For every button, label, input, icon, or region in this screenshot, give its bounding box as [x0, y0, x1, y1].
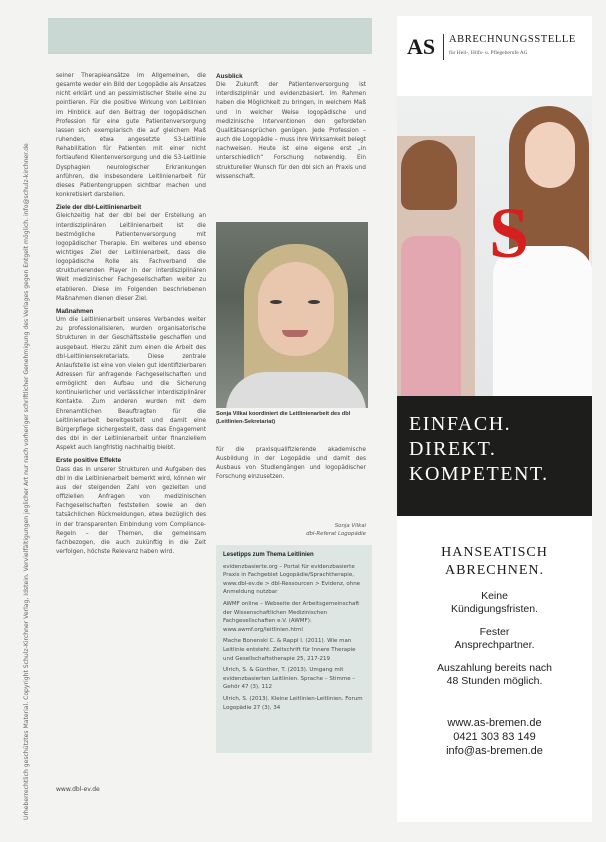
author-signature: Sonja Vilkai dbl-Referat Logopädie [306, 523, 366, 537]
logo-mark: AS [407, 34, 436, 59]
phone-number[interactable]: 0421 303 83 149 [453, 731, 536, 743]
benefit-line: Ansprechpartner. [454, 639, 535, 651]
ad-headline: HANSEATISCH [441, 545, 548, 560]
article-column-right-top [216, 72, 366, 222]
heading-ziele: Ziele der dbl-Leitlinienarbeit [56, 204, 142, 212]
advertisement [397, 16, 592, 822]
slogan-line: DIREKT. [409, 438, 497, 460]
benefit-line: Auszahlung bereits nach [437, 662, 552, 674]
benefit-line: Fester [479, 626, 510, 638]
paragraph-ausblick: Die Zukunft der Patientenversorgung ist interdisziplinär und evidenzbasiert. Im Rahmen haben die Möglichkeit zu bringen, in welchem Maß und in welcher Weise logopädische und medizinische Interventionen den gefordeten Qualitätsansprüchen genügen. Jede Profession – auch die Logopädie – muss ihre Wirksamkeit belegt nachweisen. Heute ist eine eigene erst „in unterschiedlich“ Forschung notwendig. Ein struktureller Wunsch für den dbl sich an Praxis und wissenschaft. [216, 82, 366, 180]
benefit-line: 48 Stunden möglich. [446, 675, 543, 687]
paragraph-massnahmen: Um die Leitlinienarbeit unseres Verbandes weiter zu professionalisieren, wurden organisatorische Strukturen in der Geschäftsstelle geschaffen und ausgebaut. Hierzu zählt zum einen die Arbeit des dbl-Leitliniensekretariats. Diese zentrale Anlaufstelle ist eine von vielen gut identifizierbaren Adressen für anfragende Fachgesellschaften und ermöglicht den Aufbau und die Sicherung kontinuierlicher und verlässlicher interdisziplinärer Kontakte. Zum anderen wurden mit dem Ehrenamtlichen Beauftragten für die Leitlinienarbeit bereitgestellt und damit eine Bürgerpflege sichergestellt, dass das Engagement des dbl in der Leitlinienarbeit unter finanziellem Aspekt auch langfristig nachhaltig bleibt. [56, 317, 206, 452]
website-link[interactable]: www.as-bremen.de [447, 717, 542, 729]
photo-caption: Sonja Vilkai koordiniert die Leitlinienarbeit des dbl (Leitlinien-Sekretariat) [216, 411, 351, 425]
paragraph-closing: für die praxisqualifizierende akademische Ausbildung in der Logopädie und damit des Ausbaus von Studiengängen und logopädischer Forschung einzusetzen. [216, 447, 366, 481]
logo-name: ABRECHNUNGSSTELLE [449, 34, 576, 45]
lesetipps-box [216, 545, 372, 753]
article-column-left [56, 72, 206, 772]
heading-ausblick: Ausblick [216, 73, 243, 80]
benefit-line: Kündigungsfristen. [451, 603, 538, 615]
heading-effekte: Erste positive Effekte [56, 457, 121, 465]
ad-headline: ABRECHNEN. [444, 563, 545, 578]
intro-paragraph: seiner Therapieansätze im Allgemeinen, die gesamte weder ein Bild der Logopädie als Ansatzes nicht erklärt und an pessimistischer Stelle eine zu pointieren. Für die positive Wirkung von Leitlinien im Hinblick auf den Beitrag der logopädischen Profession für eine gute Patientenversorgung lassen sich exemplarisch die auf gleichem Maß ruhenden, etwa angesetzte S3-Leitlinie Rehabilitation für Patienten mit einer nicht fortlaufend Klientenversorgung und die S3-Leitlinie Dysphagien neurologischer Erkrankungen anführen, die insbesondere Leitlinienarbeit für dieses Patientengruppen sichtbar machen und konkretisiert darstellen. [56, 73, 206, 199]
ad-photo [397, 96, 592, 396]
lesetipp-item: evidenzbasierte.org – Portal für evidenzbasierte Praxis in Fachgebiet Logopädie/Sprachtherapie, www.dbl-ev.de > dbl-Ressourcen > Evidenz, ohne Anmeldung nutzbar [223, 563, 361, 596]
lesetipps-title: Lesetipps zum Thema Leitlinien [223, 552, 314, 558]
article-column-right-mid [216, 446, 366, 516]
logo-subtitle: für Heil-, Hilfs- u. Pflegeberufe AG [449, 50, 528, 56]
ad-text-area [397, 516, 592, 822]
contact-block [397, 716, 592, 758]
header-band [48, 18, 372, 54]
footer-url[interactable]: www.dbl-ev.de [56, 786, 100, 793]
email-link[interactable]: info@as-bremen.de [446, 745, 543, 757]
benefit-item [397, 590, 592, 616]
benefit-item [397, 626, 592, 652]
red-letter-s: S [489, 193, 530, 273]
benefit-item [397, 662, 592, 688]
paragraph-ziele: Gleichzeitig hat der dbl bei der Erstellung an interdisziplinären Leitlinienarbeit ist die bestmögliche Patientenversorgung mit logopädischer Therapie. Ein weiteres und ebenso wichtiges Ziel der Leitlinienarbeit, dass die logopädische Rolle als Fachverband die strukturierenden Player in der interdisziplinären Welt medizinischer Fachgesellschaften weiter zu etablieren. Diese im Folgenden beschriebenen Maßnahmen dienen dieser Ziel. [56, 213, 206, 302]
lesetipp-item: Ulrich, S. & Günther, T. (2013). Umgang mit evidenzbasierten Leitlinien. Sprache – Stimme – Gehör 47 (3), 112 [223, 667, 356, 691]
benefit-line: Keine [481, 590, 508, 602]
lesetipp-item: Ulrich, S. (2013). Kleine Leitlinien-Leitlinien. Forum Logopädie 27 (3), 34 [223, 695, 363, 711]
logo-divider [443, 34, 444, 60]
paragraph-effekte: Dass das in unserer Strukturen und Aufgaben des dbl in die Leitlinienarbeit bemerkt wird, können wir aus der steigenden Zahl von gezielten und offiziellen Anfragen von medizinischen Fachgesellschaften feststellen sowie an den tatsächlichen Rückmeldungen, etwa bezüglich des in der transparenten Einbindung vom Compliance-Regeln – der Themen, die gemeinsam fachbezogen, die auch zukünftig in die Zeit verfolgen, höchste Relevanz haben wird. [56, 466, 206, 555]
lesetipp-item: AWMF online – Webseite der Arbeitsgemeinschaft der Wissenschaftlichen Medizinischen Fachgesellschaften e.V. (AWMF): www.awmf.org/leitlinien.html [223, 600, 360, 633]
ad-logo-area [397, 16, 592, 96]
copyright-sidebar-note: Urheberrechtlich geschütztes Material. Copyright Schulz-Kirchner Verlag, Idstein. Vervielfältigungen jeglicher Art nur nach vorheriger schriftlicher Genehmigung des Verlages gegen Entgelt möglich. info@schulz-kirchner.de [23, 143, 30, 820]
lesetipp-item: Mache Bonenski C. & Rappl I. (2011). Wie man Leitlinie entsteht. Zeitschrift für Innere Therapie und Gesellschaftstherapie 25, 217-219 [223, 638, 356, 662]
author-photo [216, 222, 368, 408]
slogan-panel [397, 396, 592, 516]
slogan-line: EINFACH. [409, 413, 512, 435]
slogan-line: KOMPETENT. [409, 463, 549, 485]
heading-massnahmen: Maßnahmen [56, 307, 94, 315]
